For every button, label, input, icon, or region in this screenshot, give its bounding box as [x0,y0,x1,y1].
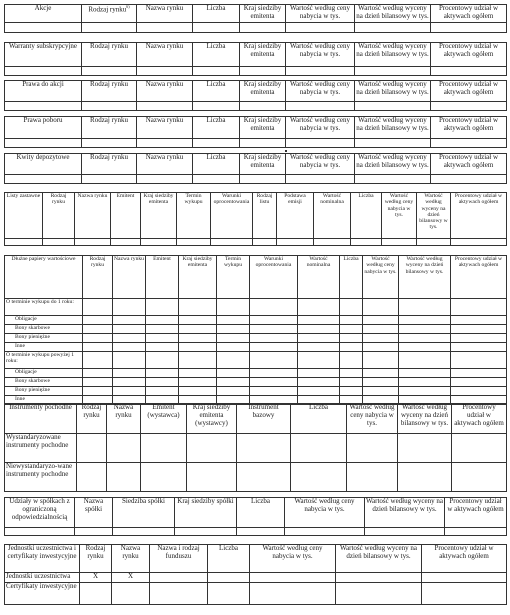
row-label: Bony skarbowe [5,325,83,334]
header-rodzaj-rynku: Rodzaj rynku [82,43,137,67]
table-row [5,573,507,583]
header-liczba: Liczba [351,193,382,239]
table-jednostki [4,544,506,605]
header-kraj: Kraj siedziby emitenta [240,154,286,175]
header-liczba: Liczba [193,154,240,175]
header-instrument-bazowy: Instrument bazowy [237,404,291,434]
header-nazwa-rynku: Nazwa rynku [137,154,193,175]
table-row [5,139,507,148]
header-kraj: Kraj siedziby emitenta [240,81,286,102]
header-emitent: Emitent (wystawca) [141,404,187,434]
header-nazwa-spolki: Nazwa spółki [75,498,113,528]
row-label: O terminie wykupu do 1 roku: [5,299,83,316]
header-liczba: Liczba [208,545,250,573]
header-nabycia: Wartość według ceny nabycia w tys. [286,81,355,102]
header-liczba: Liczba [340,256,363,299]
header-warunki: Warunki oprocentowania [250,256,298,299]
row-label: Bony skarbowe [5,378,83,387]
header-nabycia: Wartość według ceny nabycia w tys. [286,117,355,139]
table-row [5,316,507,325]
header-nazwa-rynku: Nazwa rynku [75,193,111,239]
header-wyceny: Wartość według wyceny na dzień bilansowy w tys. [355,43,431,67]
table-row [5,369,507,378]
table-row [5,463,507,492]
table-row [5,175,507,184]
table-warranty [4,42,506,76]
header-wyceny: Wartość według wyceny na dzień bilansowy w tys. [365,498,445,528]
warranty-title: Warranty subskrypcyjne [5,43,82,67]
row-label: Niewystandaryzo-wane instrumenty pochodne [5,463,77,492]
row-label: Inne [5,396,83,405]
header-termin: Termin wykupu [217,256,250,299]
header-nabycia: Wartość według ceny nabycia w tys. [286,43,355,67]
table-akcje [4,4,506,33]
header-nabycia: Wartość według ceny nabycia w tys. [363,256,399,299]
header-kraj: Kraj siedziby emitenta [240,117,286,139]
header-nazwa-rynku: Nazwa rynku [137,43,193,67]
header-termin: Termin wykupu [177,193,211,239]
header-nabycia: Wartość według ceny nabycia w tys. [286,5,355,23]
header-rodzaj-rynku: Rodzaj rynku [80,545,112,573]
header-rodzaj-rynku: Rodzaj rynku [82,154,137,175]
header-liczba: Liczba [237,498,285,528]
header-liczba: Liczba [193,5,240,23]
table-row [5,67,507,76]
header-nazwa-funduszu: Nazwa i rodzaj funduszu [150,545,208,573]
header-kraj: Kraj siedziby emitenta (wystawcy) [187,404,237,434]
header-rodzaj-rynku: Rodzaj rynku [77,404,107,434]
table-row [5,352,507,369]
header-udzial: Procentowy udział w aktywach ogółem [422,545,507,573]
prawa-poboru-title: Prawa poboru [5,117,82,139]
header-wyceny: Wartość według wyceny na dzień bilansowy w tys. [398,404,452,434]
instrumenty-title: Instrumenty pochodne [5,404,77,434]
header-wyceny: Wartość według wyceny na dzień bilansowy w tys. [399,256,451,299]
row-label: Bony pieniężne [5,387,83,396]
x-mark: X [112,573,150,583]
row-label: Certyfikaty inwestycyjne [5,583,80,605]
header-udzial: Procentowy udział w aktywach ogółem [452,404,507,434]
header-rodzaj-rynku: Rodzaj rynku [82,81,137,102]
header-udzial: Procentowy udział w aktywach ogółem [431,117,507,139]
header-udzial: Procentowy udział w aktywach ogółem [445,498,507,528]
header-wyceny: Wartość według wyceny na dzień bilansowy w tys. [336,545,422,573]
table-row [5,102,507,111]
header-kraj: Kraj siedziby emitenta [240,5,286,23]
table-kwity [4,153,506,184]
header-wyceny: Wartość według wyceny na dzień bilansowy w tys. [417,193,451,239]
table-row [5,387,507,396]
header-liczba: Liczba [193,117,240,139]
table-row [5,299,507,316]
header-kraj: Kraj siedziby emitenta [141,193,177,239]
header-udzial: Procentowy udział w aktywach ogółem [431,5,507,23]
header-wartosc-nominalna: Wartość nominalna [314,193,351,239]
header-udzial: Procentowy udział w aktywach ogółem [451,256,507,299]
table-dluzne [4,255,506,405]
header-rodzaj-rynku: Rodzaj rynku [83,256,113,299]
header-nabycia: Wartość według ceny nabycia w tys. [347,404,398,434]
header-rodzaj-rynku: Rodzaj rynku [43,193,75,239]
header-udzial: Procentowy udział w aktywach ogółem [431,43,507,67]
table-listy-zastawne [4,192,506,246]
header-emitent: Emitent [111,193,141,239]
table-udzialy [4,497,506,536]
table-prawa-poboru [4,116,506,148]
row-label: Bony pieniężne [5,334,83,343]
jednostki-title: Jednostki uczestnictwa i certyfikaty inwestycyjne [5,545,80,573]
dluzne-title: Dłużne papiery wartościowe [5,256,83,299]
table-row [5,378,507,387]
header-liczba: Liczba [193,43,240,67]
header-nazwa-rynku: Nazwa rynku [112,545,150,573]
header-warunki: Warunki oprocentowania [211,193,253,239]
header-kraj: Kraj siedziby emitenta [179,256,217,299]
header-udzial: Procentowy udział w aktywach ogółem [451,193,507,239]
header-podstawa: Podstawa emisji [277,193,314,239]
header-liczba: Liczba [193,81,240,102]
kwity-title: Kwity depozytowe [5,154,82,175]
udzialy-title: Udziały w spółkach z ograniczoną odpowiedzialnością [5,498,75,528]
row-label: Inne [5,343,83,352]
header-rodzaj-rynku: Rodzaj rynku$^{6)}$ [82,5,137,23]
header-wyceny: Wartość według wyceny na dzień bilansowy w tys. [355,154,431,175]
header-liczba: Liczba [291,404,347,434]
header-nabycia: Wartość według ceny nabycia w tys. [285,498,365,528]
header-nazwa-rynku: Nazwa rynku [113,256,146,299]
table-row [5,239,507,246]
table-row [5,325,507,334]
table-prawa-do-akcji [4,80,506,111]
header-emitent: Emitent [146,256,179,299]
table-row [5,583,507,605]
header-nabycia: Wartość według ceny nabycia w tys. [286,154,355,175]
header-kraj: Kraj siedziby spółki [175,498,237,528]
stray-dot [285,150,287,152]
prawa-do-akcji-title: Prawa do akcji [5,81,82,102]
header-wyceny: Wartość według wyceny na dzień bilansowy w tys. [355,5,431,23]
listy-title: Listy zastawne [5,193,43,239]
akcje-title: Akcje [5,5,82,23]
table-row [5,23,507,33]
header-udzial: Procentowy udział w aktywach ogółem [431,154,507,175]
table-row [5,528,507,536]
table-row [5,434,507,463]
row-label: Jednostki uczestnictwa [5,573,80,583]
header-rodzaj-rynku: Rodzaj rynku [82,117,137,139]
row-label: Wystandaryzowane instrumenty pochodne [5,434,77,463]
table-row [5,343,507,352]
table-instrumenty [4,403,506,492]
header-nabycia: Wartość według ceny nabycia w tys. [250,545,336,573]
header-nazwa-rynku: Nazwa rynku [137,117,193,139]
header-rodzaj-listu: Rodzaj listu [253,193,277,239]
header-wartosc-nominalna: Wartość nominalna [298,256,340,299]
row-label: Obligacje [5,369,83,378]
row-label: Obligacje [5,316,83,325]
header-wyceny: Wartość według wyceny na dzień bilansowy w tys. [355,117,431,139]
row-label: O terminie wykupu powyżej 1 roku: [5,352,83,369]
header-kraj: Kraj siedziby emitenta [240,43,286,67]
table-row [5,334,507,343]
header-nazwa-rynku: Nazwa rynku [137,81,193,102]
header-siedziba: Siedziba spółki [113,498,175,528]
header-nazwa-rynku: Nazwa rynku [107,404,141,434]
header-nazwa-rynku: Nazwa rynku [137,5,193,23]
header-nabycia: Wartość według ceny nabycia w tys. [382,193,417,239]
header-wyceny: Wartość według wyceny na dzień bilansowy w tys. [355,81,431,102]
header-udzial: Procentowy udział w aktywach ogółem [431,81,507,102]
footnote-mark: 6) [126,4,130,9]
x-mark: X [80,573,112,583]
